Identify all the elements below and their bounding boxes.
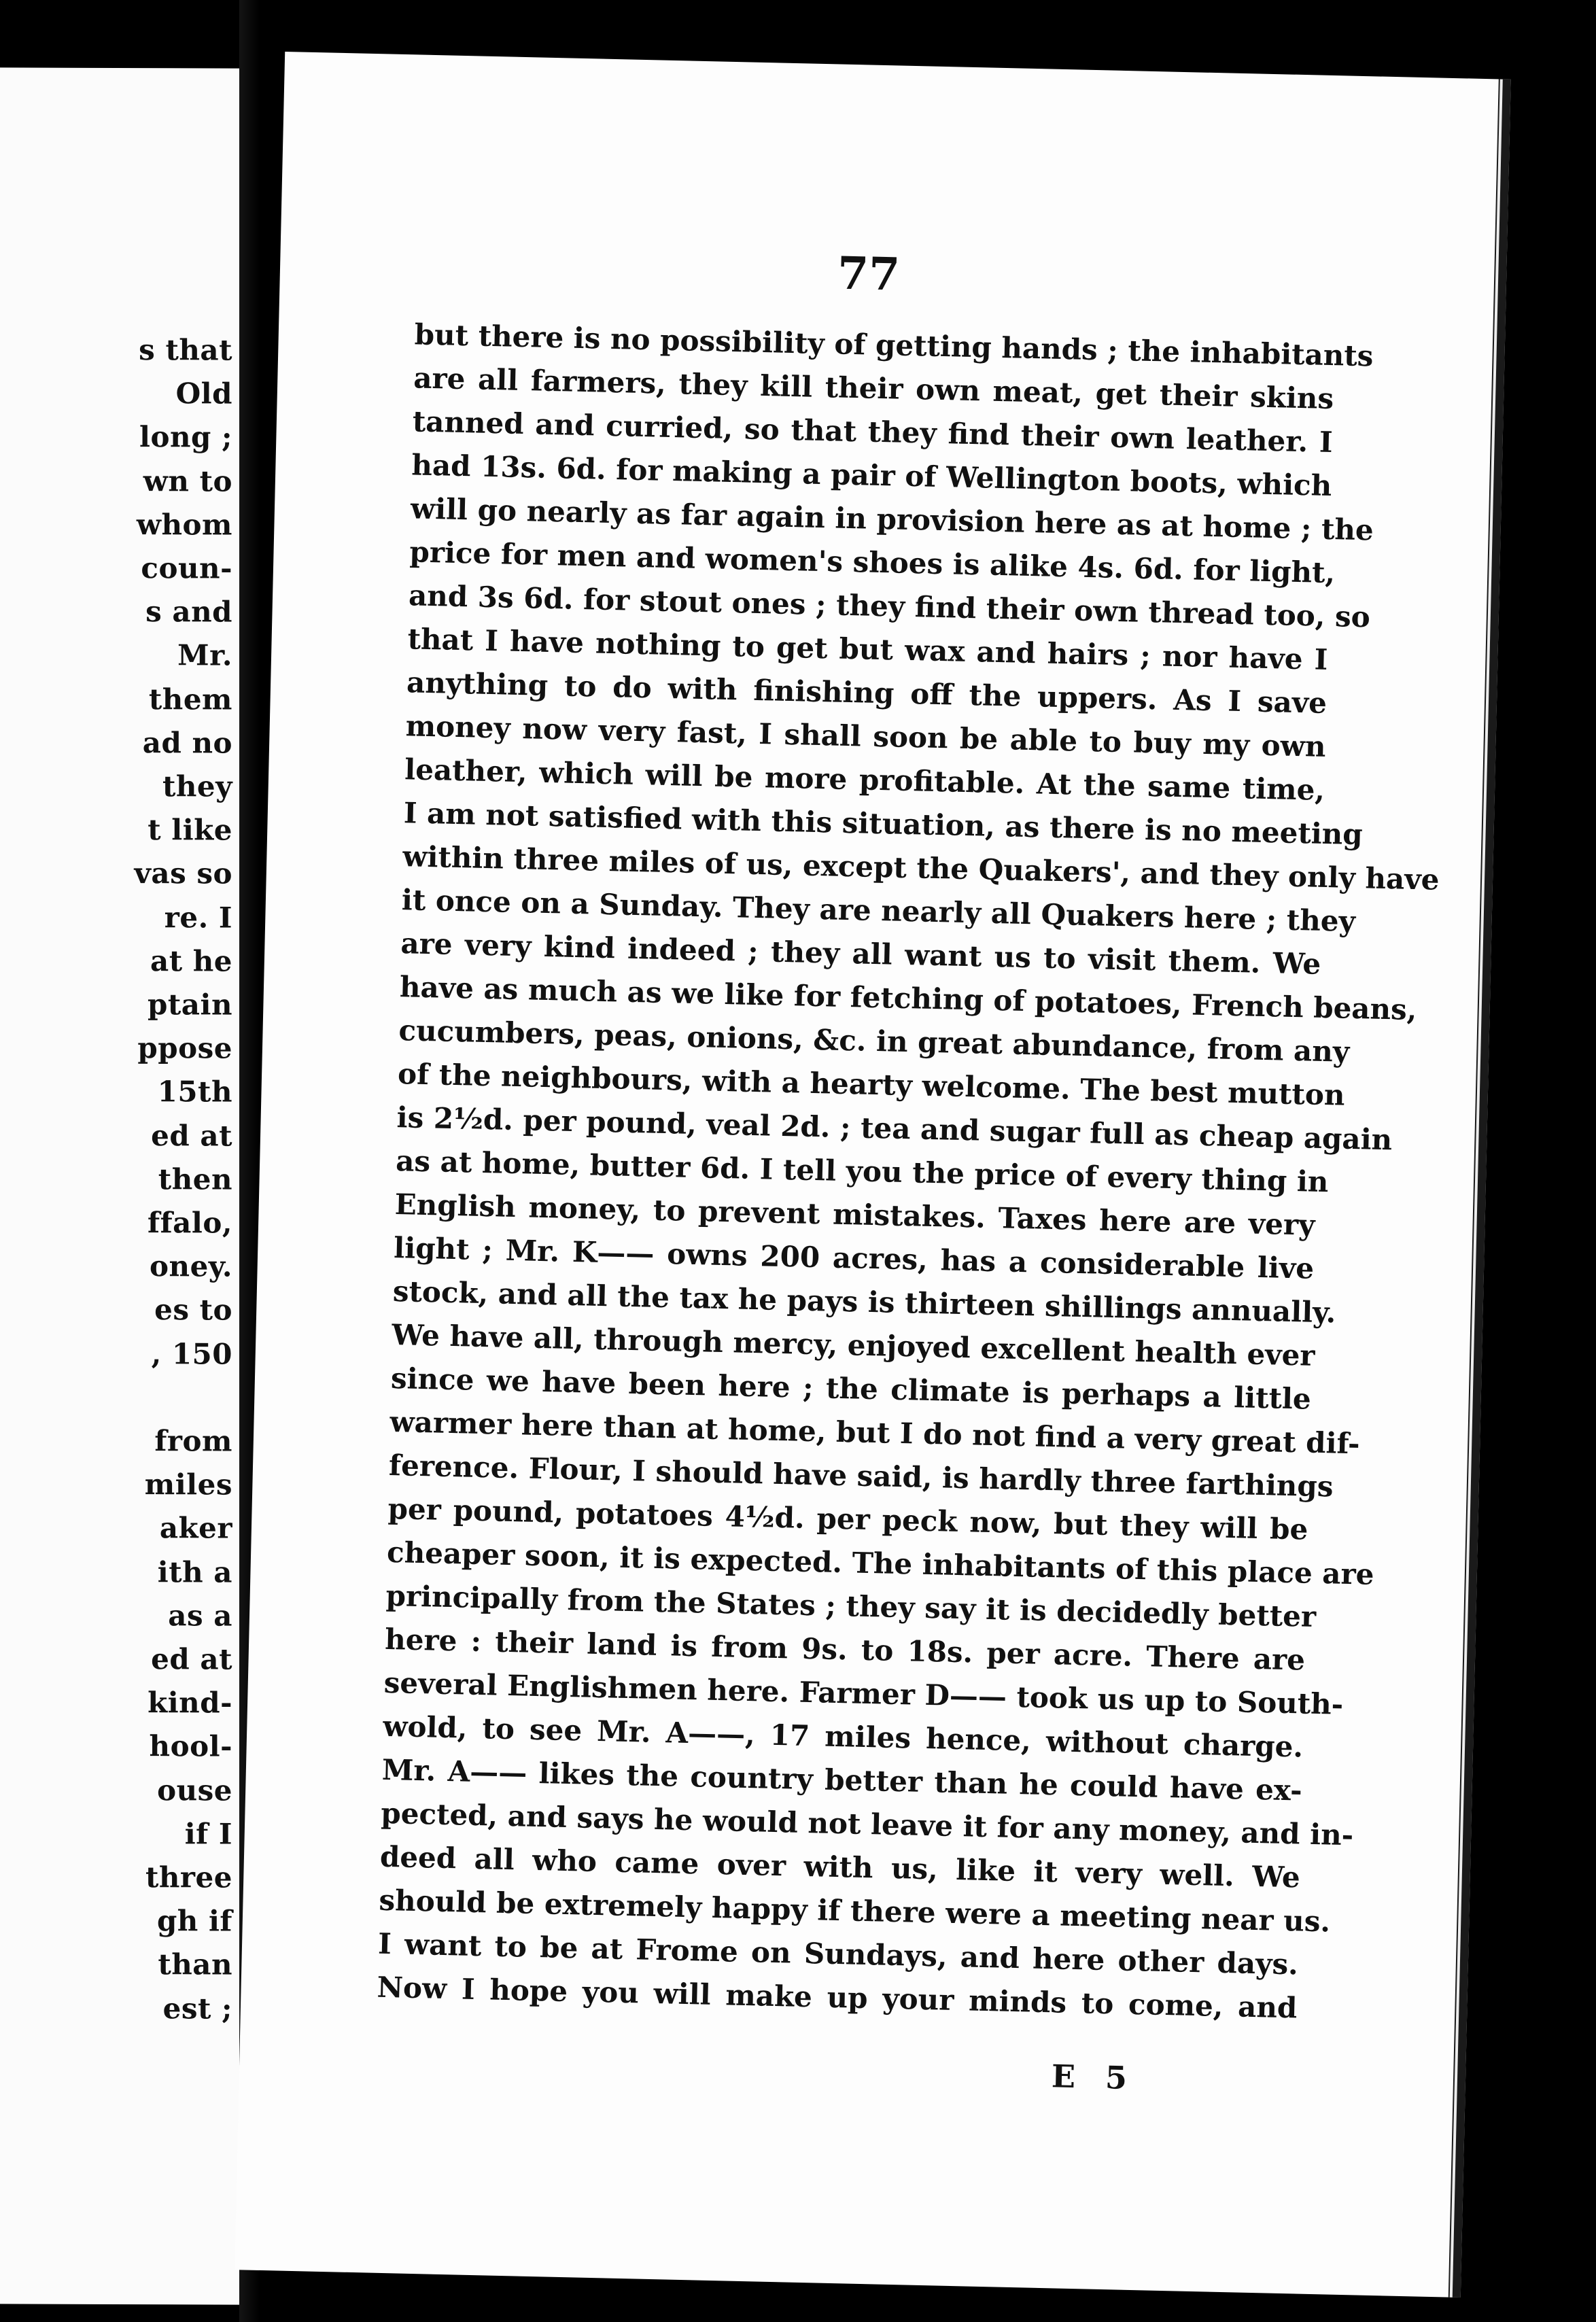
left-page-line: est ;	[162, 1991, 232, 2026]
text-line: stock, and all the tax he pays is thirteen shillings annually.	[392, 1275, 1336, 1330]
text-line: leather, which will be more profitable. At the same time,	[404, 752, 1325, 807]
text-line: of the neighbours, with a hearty welcome. The best mutton	[397, 1057, 1345, 1112]
text-line: but there is no possibility of getting hands ; the inhabitants	[414, 317, 1374, 373]
right-page	[235, 52, 1511, 2298]
left-page-line: then	[158, 1162, 232, 1196]
text-line: I am not satisfied with this situation, as there is no meeting	[403, 796, 1364, 852]
left-page-line: they	[162, 769, 232, 803]
page-number: 77	[837, 246, 901, 301]
text-line: within three miles of us, except the Quakers', and they only have	[402, 839, 1440, 897]
left-page-line: ed at	[151, 1118, 232, 1153]
left-page-line: ffalo,	[148, 1206, 232, 1240]
left-page-line: re. I	[164, 900, 232, 935]
text-line: deed all who came over with us, like it very well. We	[379, 1839, 1301, 1894]
left-page-line: than	[158, 1947, 232, 1981]
left-page	[0, 67, 239, 2304]
left-page-line: coun-	[141, 551, 232, 585]
left-page-line: miles	[144, 1468, 232, 1502]
left-page-line: hool-	[149, 1729, 232, 1763]
text-line: several Englishmen here. Farmer D—— took us up to South-	[383, 1665, 1344, 1721]
body-text	[377, 313, 1440, 2030]
left-page-line: Old	[175, 377, 232, 411]
left-page-line: ed at	[151, 1642, 232, 1676]
left-page-line: t like	[148, 813, 232, 847]
text-line: I want to be at Frome on Sundays, and here other days.	[377, 1926, 1299, 1981]
left-page-line: Mr.	[177, 638, 232, 672]
text-line: as at home, butter 6d. I tell you the price of every thing in	[395, 1144, 1329, 1199]
text-line: had 13s. 6d. for making a pair of Wellington boots, which	[411, 448, 1332, 503]
left-page-line: gh if	[156, 1904, 232, 1938]
left-page-line: oney.	[150, 1249, 232, 1283]
text-line: principally from the States ; they say it is decidedly better	[385, 1578, 1317, 1633]
left-page-line: long ;	[139, 420, 232, 454]
left-page-line: vas so	[134, 856, 232, 890]
text-line: wold, to see Mr. A——, 17 miles hence, without charge.	[382, 1709, 1304, 1764]
left-page-line: at he	[150, 943, 232, 978]
left-page-line: ouse	[157, 1773, 232, 1807]
text-line: English money, to prevent mistakes. Taxes here are very	[394, 1188, 1316, 1242]
left-page-line: s that	[139, 333, 232, 367]
text-line: have as much as we like for fetching of potatoes, French beans,	[399, 970, 1417, 1027]
signature-mark: E 5	[1051, 2058, 1137, 2097]
text-line: cucumbers, peas, onions, &c. in great abundance, from any	[398, 1013, 1350, 1069]
left-page-line: them	[148, 682, 232, 716]
text-line: are all farmers, they kill their own meat, get their skins	[413, 361, 1334, 416]
text-line: money now very fast, I shall soon be able to buy my own	[405, 709, 1327, 763]
text-line: is 2½d. per pound, veal 2d. ; tea and sugar full as cheap again	[396, 1101, 1393, 1157]
left-page-line: aker	[159, 1511, 232, 1545]
left-page-line: three	[145, 1860, 232, 1894]
text-line: it once on a Sunday. They are nearly all Quakers here ; they	[401, 883, 1356, 939]
text-line: cheaper soon, it is expected. The inhabitants of this place are	[386, 1535, 1374, 1591]
text-line: are very kind indeed ; they all want us to visit them. We	[400, 926, 1321, 981]
text-line: Now I hope you will make up your minds to come, and	[377, 1970, 1298, 2025]
text-line: warmer here than at home, but I do not find a very great dif-	[389, 1404, 1361, 1461]
text-line: tanned and curried, so that they find their own leather. I	[412, 404, 1334, 460]
text-line: Mr. A—— likes the country better than he could have ex-	[381, 1752, 1303, 1807]
left-page-line: kind-	[148, 1686, 232, 1720]
left-page-line: as a	[168, 1599, 232, 1633]
text-line: We have all, through mercy, enjoyed excellent health ever	[391, 1318, 1316, 1372]
text-line: ference. Flour, I should have said, is hardly three farthings	[388, 1448, 1334, 1504]
left-page-line: 15th	[157, 1075, 232, 1109]
left-page-line: ppose	[137, 1031, 232, 1065]
left-page-line: from	[154, 1424, 232, 1458]
left-page-line: whom	[136, 507, 232, 542]
text-line: per pound, potatoes 4½d. per peck now, but they will be	[387, 1491, 1308, 1546]
left-page-line: if I	[184, 1817, 232, 1851]
text-line: here : their land is from 9s. to 18s. per acre. There are	[384, 1622, 1306, 1677]
text-line: will go nearly as far again in provision here as at home ; the	[410, 491, 1374, 547]
text-line: anything to do with finishing off the uppers. As I save	[406, 665, 1328, 720]
left-page-line: ptain	[148, 988, 232, 1022]
text-line: should be extremely happy if there were a meeting near us.	[379, 1883, 1331, 1939]
left-page-line: ad no	[142, 725, 232, 760]
left-page-line: ith a	[157, 1555, 232, 1589]
text-line: and 3s 6d. for stout ones ; they find their own thread too, so	[408, 578, 1371, 634]
text-line: price for men and women's shoes is alike 4s. 6d. for light,	[409, 535, 1336, 590]
text-line: that I have nothing to get but wax and hairs ; nor have I	[407, 622, 1328, 676]
left-page-line: , 150	[151, 1336, 232, 1371]
left-page-line: wn to	[143, 464, 232, 498]
text-line: pected, and says he would not leave it for any money, and in-	[380, 1796, 1354, 1852]
text-line: since we have been here ; the climate is perhaps a little	[390, 1361, 1312, 1416]
left-page-line: es to	[154, 1293, 232, 1327]
text-line: light ; Mr. K—— owns 200 acres, has a considerable live	[393, 1231, 1315, 1285]
left-page-line: s and	[145, 595, 232, 629]
